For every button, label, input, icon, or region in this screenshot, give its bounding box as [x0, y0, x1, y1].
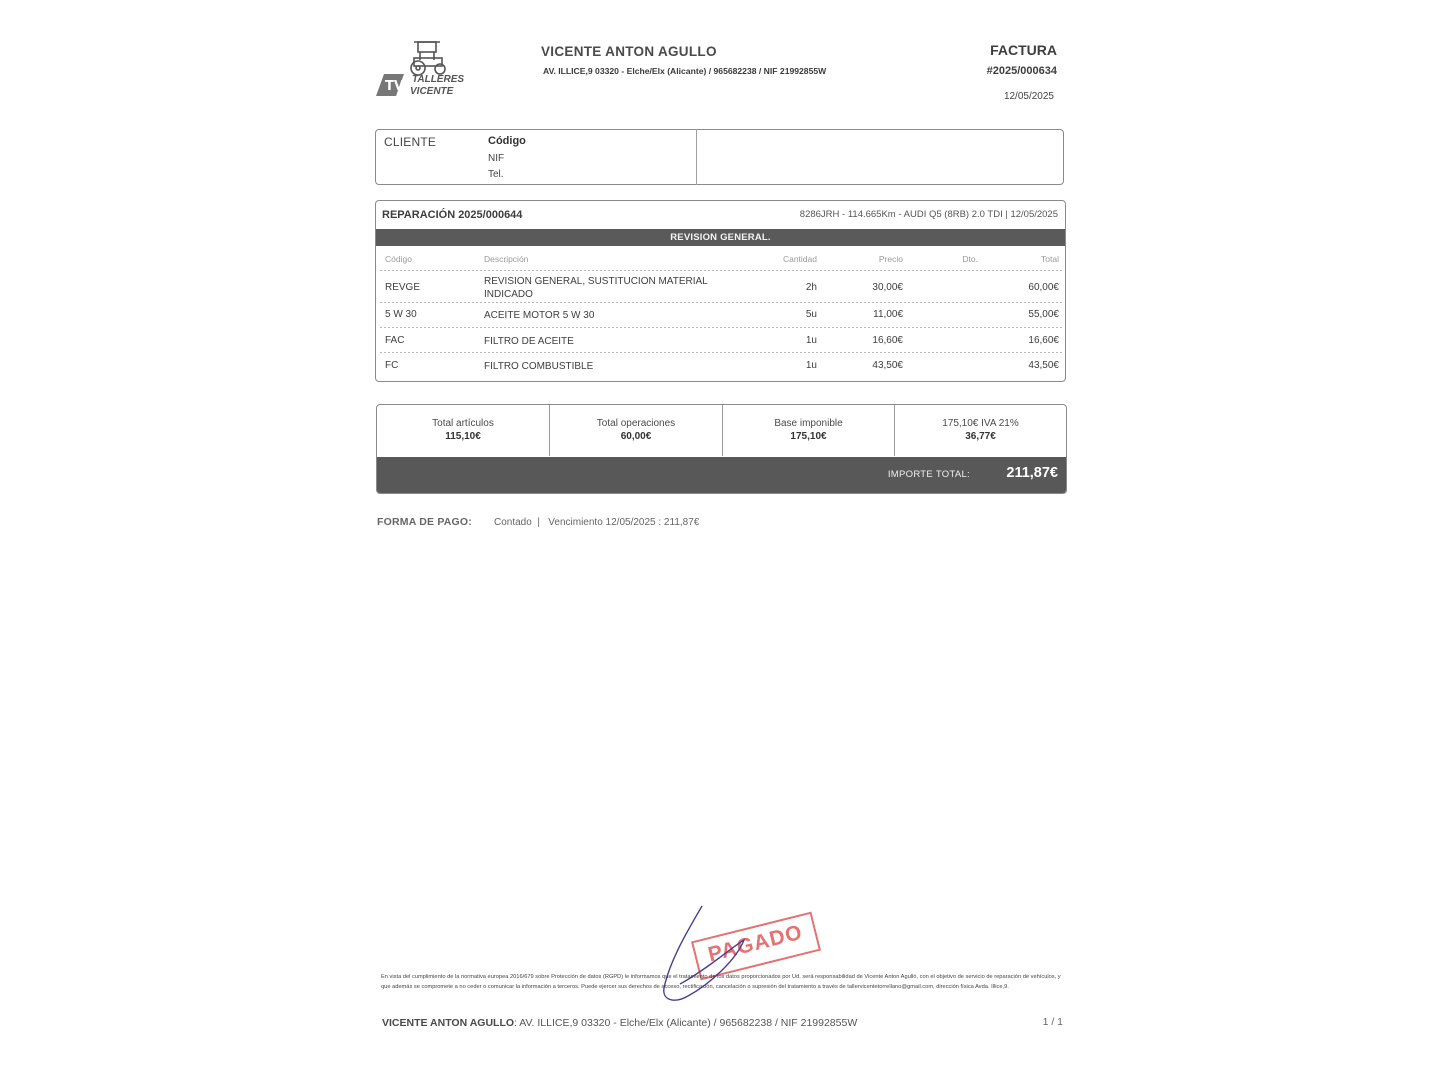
- row-divider: [380, 327, 1062, 328]
- line-code: REVGE: [385, 282, 421, 293]
- client-nif-label: NIF: [488, 153, 505, 164]
- line-total: 60,00€: [1028, 282, 1059, 293]
- line-quantity: 1u: [805, 360, 817, 371]
- line-code: 5 W 30: [385, 309, 417, 320]
- line-total: 16,60€: [1028, 335, 1059, 346]
- paid-stamp: PAGADO: [691, 912, 821, 981]
- row-divider: [380, 270, 1062, 271]
- line-quantity: 2h: [805, 282, 817, 293]
- total-articles-label: Total artículos: [432, 418, 494, 429]
- line-quantity: 5u: [805, 309, 817, 320]
- client-box: [375, 129, 1064, 185]
- iva-value: 36,77€: [965, 431, 996, 442]
- iva-cell: [895, 405, 1066, 456]
- tax-base-label: Base imponible: [774, 418, 843, 429]
- total-articles-cell: [377, 405, 549, 456]
- line-code: FC: [385, 360, 399, 371]
- line-quantity: 1u: [805, 335, 817, 346]
- line-description: REVISION GENERAL, SUSTITUCION MATERIAL INDICADO: [484, 276, 708, 300]
- client-title: CLIENTE: [384, 135, 437, 149]
- line-total: 43,50€: [1028, 360, 1059, 371]
- column-header-code: Código: [385, 254, 412, 264]
- client-code-label: Código: [488, 135, 526, 147]
- total-operations-cell: [550, 405, 722, 456]
- footer-company: [382, 1017, 857, 1029]
- company-address: AV. ILLICE,9 03320 - Elche/Elx (Alicante) / 965682238 / NIF 21992855W: [543, 66, 827, 76]
- client-tel-label: Tel.: [488, 169, 504, 180]
- payment-method-label: FORMA DE PAGO:: [377, 516, 472, 528]
- repair-title: REPARACIÓN 2025/000644: [382, 209, 523, 221]
- grand-total-value: 211,87€: [1006, 465, 1058, 481]
- document-type: FACTURA: [990, 42, 1057, 58]
- line-description: ACEITE MOTOR 5 W 30: [484, 310, 595, 321]
- section-header: REVISION GENERAL.: [376, 229, 1065, 246]
- line-description: FILTRO COMBUSTIBLE: [484, 361, 594, 372]
- svg-text:TV: TV: [385, 79, 404, 94]
- line-price: 30,00€: [872, 282, 903, 293]
- invoice-number: #2025/000634: [986, 65, 1057, 77]
- column-header-price: Precio: [878, 254, 903, 264]
- line-code: FAC: [385, 335, 405, 346]
- signature-icon: [640, 900, 750, 1010]
- line-price: 11,00€: [873, 309, 903, 320]
- legal-notice: En vista del cumplimiento de la normativa europea 2016/679 sobre Protección de datos (RGPD) le informamos que el tratamiento de los datos proporcionados por Ud. será responsabilidad de Vicente Anton Agulló, con el objetivo de servicio de reparación de vehículos, y que además se compromete a no ceder o comunicar la información a terceros. Puede ejercer sus derechos de acceso, rectificación, cancelación o supresión del tratamiento a través de tallervicentetorrellano@gmail.com, dirección física Avda. Illice,9.: [381, 974, 1061, 990]
- column-header-quantity: Cantidad: [782, 254, 817, 264]
- line-price: 16,60€: [872, 335, 903, 346]
- footer-company-address: : AV. ILLICE,9 03320 - Elche/Elx (Alicante) / 965682238 / NIF 21992855W: [514, 1017, 858, 1029]
- line-description: FILTRO DE ACEITE: [484, 336, 574, 347]
- row-divider: [380, 352, 1062, 353]
- logo-text-talleres: TALLERES: [412, 74, 465, 85]
- tax-base-cell: [723, 405, 894, 456]
- iva-label: 175,10€ IVA 21%: [942, 418, 1019, 429]
- column-header-discount: Dto.: [962, 254, 978, 264]
- column-header-description: Descripción: [484, 254, 529, 264]
- line-price: 43,50€: [872, 360, 903, 371]
- total-articles-value: 115,10€: [445, 431, 481, 442]
- logo-text-vicente: VICENTE: [410, 86, 454, 97]
- tax-base-value: 175,10€: [790, 431, 827, 442]
- total-operations-label: Total operaciones: [596, 418, 676, 429]
- column-header-total: Total: [1041, 254, 1059, 264]
- total-operations-value: 60,00€: [620, 431, 652, 442]
- vehicle-info: 8286JRH - 114.665Km - AUDI Q5 (8RB) 2.0 TDI | 12/05/2025: [799, 209, 1058, 220]
- grand-total-label: IMPORTE TOTAL:: [887, 469, 970, 480]
- company-name: VICENTE ANTON AGULLO: [541, 44, 717, 59]
- line-total: 55,00€: [1028, 309, 1059, 320]
- footer-company-name: VICENTE ANTON AGULLO: [382, 1017, 515, 1029]
- payment-method-text: Contado | Vencimiento 12/05/2025 : 211,87€: [494, 517, 700, 528]
- row-divider: [380, 302, 1062, 303]
- client-box-divider: [696, 129, 697, 185]
- invoice-date: 12/05/2025: [1003, 91, 1054, 102]
- page-number: 1 / 1: [1042, 1016, 1063, 1028]
